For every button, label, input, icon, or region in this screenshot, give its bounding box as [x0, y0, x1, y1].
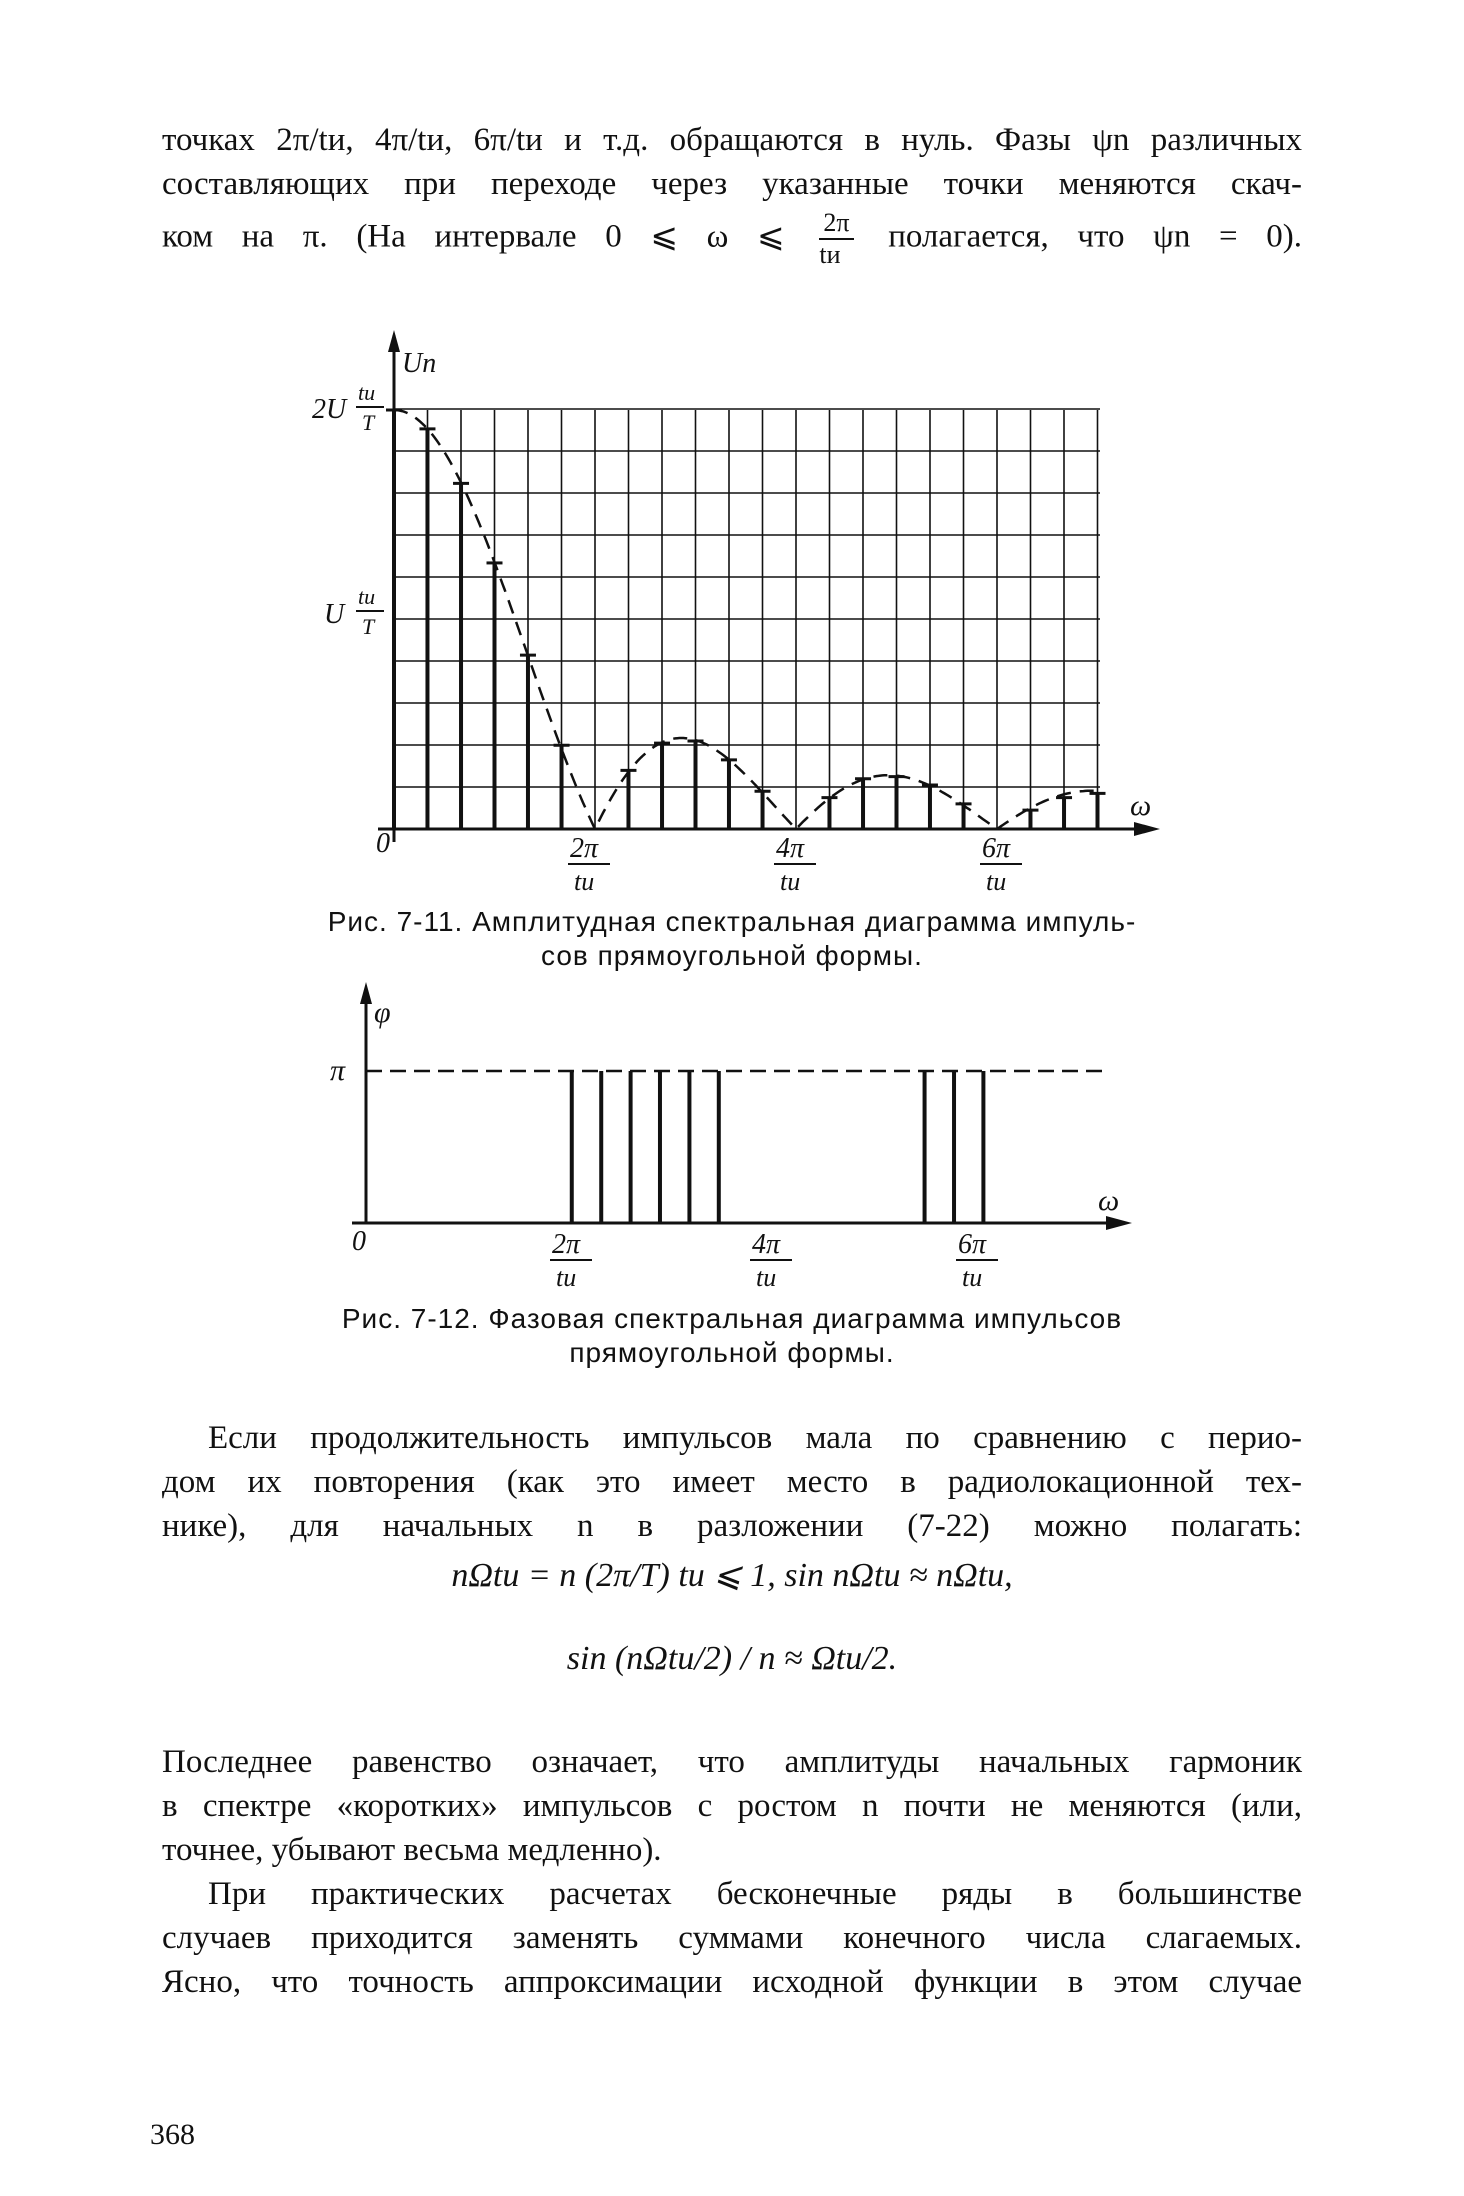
x-axis-label: ω	[1130, 789, 1152, 822]
phase-x-axis-arrow	[1106, 1216, 1132, 1230]
x-tick-label: 4π	[752, 1229, 781, 1260]
phase-y-tick-label: π	[330, 1054, 346, 1087]
phase-y-axis-arrow	[360, 982, 372, 1004]
x-tick-label: tи	[556, 1263, 577, 1292]
text-line: Последнее равенство означает, что амплитуды начальных гармоник	[162, 1744, 1302, 1780]
x-tick-label: tи	[780, 867, 801, 896]
text-line: Ясно, что точность аппроксимации исходной функции в этом случае	[162, 1964, 1302, 2000]
y-tick-label: tи	[358, 584, 376, 609]
text-line: дом их повторения (как это имеет место в радиолокационной тех-	[162, 1464, 1302, 1500]
text-line: нике), для начальных n в разложении (7-22) можно полагать:	[162, 1508, 1302, 1544]
fraction-numerator: 2π	[819, 210, 853, 240]
y-tick-label: tи	[358, 380, 376, 405]
text-line: точнее, убывают весьма медленно).	[162, 1832, 662, 1868]
text-fragment: ком на π. (На интервале 0 ⩽ ω ⩽	[162, 218, 785, 255]
caption-line: Рис. 7-12. Фазовая спектральная диаграмма импульсов	[341, 1303, 1123, 1334]
formula: nΩtи = n (2π/T) tи ⩽ 1, sin nΩtи ≈ nΩtи,	[451, 1557, 1013, 1594]
x-tick-label: tи	[756, 1263, 777, 1292]
origin-label: 0	[376, 828, 390, 859]
y-tick-label: 2U	[312, 394, 347, 425]
x-tick-label: 6π	[982, 833, 1011, 864]
y-tick-label: T	[362, 614, 375, 639]
formula: sin (nΩtи/2) / n ≈ Ωtи/2.	[566, 1640, 898, 1677]
x-tick-label: tи	[574, 867, 595, 896]
phase-bars	[572, 1071, 984, 1223]
x-tick-label: tи	[986, 867, 1007, 896]
fraction-denominator: tи	[819, 240, 841, 269]
caption-line: сов прямоугольной формы.	[541, 940, 923, 971]
figure-caption	[0, 1302, 1464, 1370]
page-number: 368	[150, 2118, 195, 2151]
phase-y-axis-label: φ	[374, 996, 391, 1029]
x-tick-label: tи	[962, 1263, 983, 1292]
origin-label: 0	[352, 1226, 366, 1257]
paragraph	[162, 1416, 1302, 1548]
text-line: случаев приходится заменять суммами конечного числа слагаемых.	[162, 1920, 1302, 1956]
y-tick-label: T	[362, 410, 375, 435]
y-axis-label: Un	[402, 348, 437, 379]
x-axis-arrow	[1134, 822, 1160, 836]
x-tick-label: 2π	[570, 833, 599, 864]
x-tick-label: 4π	[776, 833, 805, 864]
text-line: составляющих при переходе через указанные точки меняются скач-	[162, 166, 1302, 202]
phase-x-axis-label: ω	[1098, 1184, 1120, 1217]
y-tick-label: U	[324, 599, 345, 630]
chart-grid	[394, 409, 1100, 829]
x-tick-label: 6π	[958, 1229, 987, 1260]
y-axis-arrow	[388, 330, 400, 352]
text-fragment: полагается, что ψn = 0).	[888, 218, 1303, 255]
text-line: Если продолжительность импульсов мала по сравнению с перио-	[208, 1420, 1302, 1456]
figure-caption	[0, 905, 1464, 973]
text-line: в спектре «коротких» импульсов с ростом n почти не меняются (или,	[162, 1788, 1302, 1824]
paragraph	[162, 1740, 1302, 1872]
text-line: точках 2π/tи, 4π/tи, 6π/tи и т.д. обращаются в нуль. Фазы ψn различных	[162, 122, 1302, 158]
x-tick-label: 2π	[552, 1229, 581, 1260]
caption-line: прямоугольной формы.	[569, 1337, 895, 1368]
text-line: При практических расчетах бесконечные ряды в большинстве	[208, 1876, 1302, 1912]
paragraph	[162, 1872, 1302, 2004]
caption-line: Рис. 7-11. Амплитудная спектральная диаграмма импуль-	[327, 906, 1137, 937]
